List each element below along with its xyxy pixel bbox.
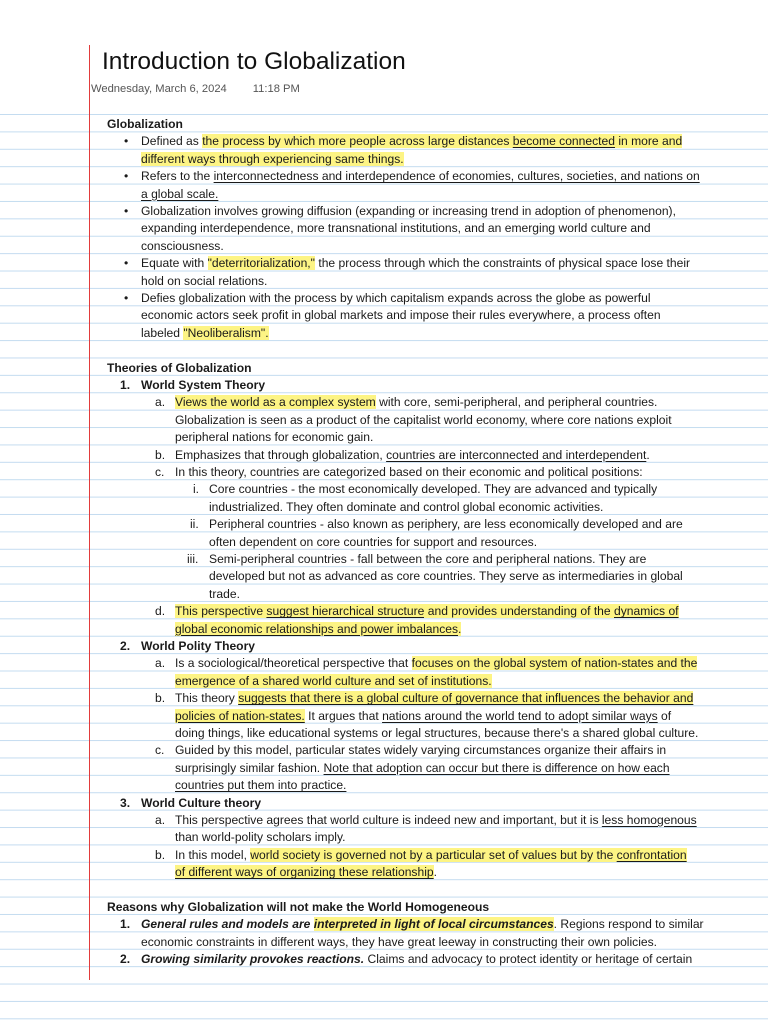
bullet-text: Defined as the process by which more people across large distances become connected in more and [141,134,683,149]
list-item-text: industrialized. They often dominate and control global economic activities. [209,499,604,514]
page-margin-line [89,45,90,980]
list-number: 2. [120,639,131,653]
page-time: 11:18 PM [252,83,300,95]
list-item-text: doing things, like educational systems or legal structures, because there's a shared global culture. [175,726,699,740]
list-letter: d. [155,604,166,619]
bullet-text: consciousness. [141,238,224,253]
bullet-marker: • [124,256,129,271]
list-item-text: global economic relationships and power imbalances. [175,621,462,636]
bullet-text: different ways through experiencing same things. [141,151,404,166]
page-timestamp [91,83,300,95]
list-item-text: policies of nation-states. It argues that nations around the world tend to adopt similar ways of [175,708,672,723]
list-item-text: of different ways of organizing these relationship. [175,865,437,880]
list-item-text: than world-polity scholars imply. [175,830,346,845]
list-item-text: surprisingly similar fashion. Note that adoption can occur but there is difference on how each [175,760,670,775]
list-item-text: Views the world as a complex system with core, semi-peripheral, and peripheral countries. [175,395,658,410]
list-item-text: often dependent on core countries for support and resources. [209,534,538,549]
list-roman: iii. [187,552,199,566]
list-number: 3. [120,795,131,810]
bullet-text: Equate with "deterritorialization," the process through which the constraints of physical space lose their [141,256,691,271]
list-item-text: This perspective agrees that world culture is indeed new and important, but it is less homogenous [175,813,697,827]
list-letter: a. [155,395,166,410]
bullet-text: labeled "Neoliberalism". [141,325,269,340]
list-item-text: Growing similarity provokes reactions. Claims and advocacy to protect identity or heritage of certain [141,952,693,967]
list-letter: a. [155,813,166,827]
list-item-text: Core countries - the most economically developed. They are advanced and typically [209,482,658,497]
list-item-text: Peripheral countries - also known as periphery, are less economically developed and are [209,517,683,532]
bullet-text: a global scale. [141,186,219,201]
bullet-marker: • [124,291,129,305]
bullet-text: Defies globalization with the process by which capitalism expands across the globe as powerful [141,291,651,305]
list-item-text: In this model, world society is governed not by a particular set of values but by the confrontation [175,847,687,862]
list-item-text: General rules and models are interpreted in light of local circumstances. Regions respond to similar [141,917,704,932]
list-item-text: countries put them into practice. [175,778,347,793]
list-letter: b. [155,691,166,706]
list-item-text: Globalization is seen as a product of the capitalist world economy, where core nations exploit [175,412,672,427]
theory-heading-world-polity: World Polity Theory [141,639,256,653]
section-heading-theories: Theories of Globalization [107,360,252,375]
bullet-text: Refers to the interconnectedness and interdependence of economies, cultures, societies, and nations on [141,169,700,184]
list-letter: c. [155,743,165,758]
list-item-text: Guided by this model, particular states widely varying circumstances organize their affairs in [175,743,667,758]
list-item-text: developed but not as advanced as core countries. They serve as intermediaries in global [209,569,683,584]
list-item-text: In this theory, countries are categorized based on their economic and political positions: [175,465,643,479]
section-heading-reasons: Reasons why Globalization will not make the World Homogeneous [107,900,490,914]
list-item-text: This theory suggests that there is a global culture of governance that influences the behavior and [175,691,694,706]
list-roman: i. [193,482,200,497]
list-number: 2. [120,952,131,967]
list-letter: c. [155,465,165,479]
list-item-text: trade. [209,586,240,601]
bullet-marker: • [124,204,129,218]
list-letter: a. [155,656,166,671]
list-letter: b. [155,447,166,462]
bullet-marker: • [124,134,129,149]
bullet-text: economic actors seek profit in global markets and impose their rules everywhere, a process often [141,308,661,323]
list-roman: ii. [190,517,199,532]
list-number: 1. [120,378,131,392]
list-item-text: Semi-peripheral countries - fall between the core and peripheral nations. They are [209,552,647,566]
list-item-text: economic constraints in different ways, they have great leeway in constructing their own policies. [141,934,658,949]
bullet-text: expanding interdependence, more transnational institutions, and an emerging world culture and [141,221,651,236]
page-date: Wednesday, March 6, 2024 [91,83,227,95]
list-item-text: This perspective suggest hierarchical structure and provides understanding of the dynamics of [175,604,679,619]
bullet-text: Globalization involves growing diffusion (expanding or increasing trend in adoption of phenomenon), [141,204,676,218]
list-item-text: Is a sociological/theoretical perspective that focuses on the global system of nation-states and the [175,656,698,671]
page-title[interactable]: Introduction to Globalization [102,48,406,75]
list-item-text: Emphasizes that through globalization, countries are interconnected and interdependent. [175,447,650,462]
bullet-text: hold on social relations. [141,273,268,288]
theory-heading-world-system: World System Theory [141,378,266,392]
bullet-marker: • [124,169,129,184]
list-item-text: emergence of a shared world culture and set of institutions. [175,673,492,688]
list-number: 1. [120,917,131,932]
list-letter: b. [155,847,166,862]
section-heading-globalization: Globalization [107,117,183,131]
theory-heading-world-culture: World Culture theory [141,795,262,810]
list-item-text: peripheral nations for economic gain. [175,430,374,445]
